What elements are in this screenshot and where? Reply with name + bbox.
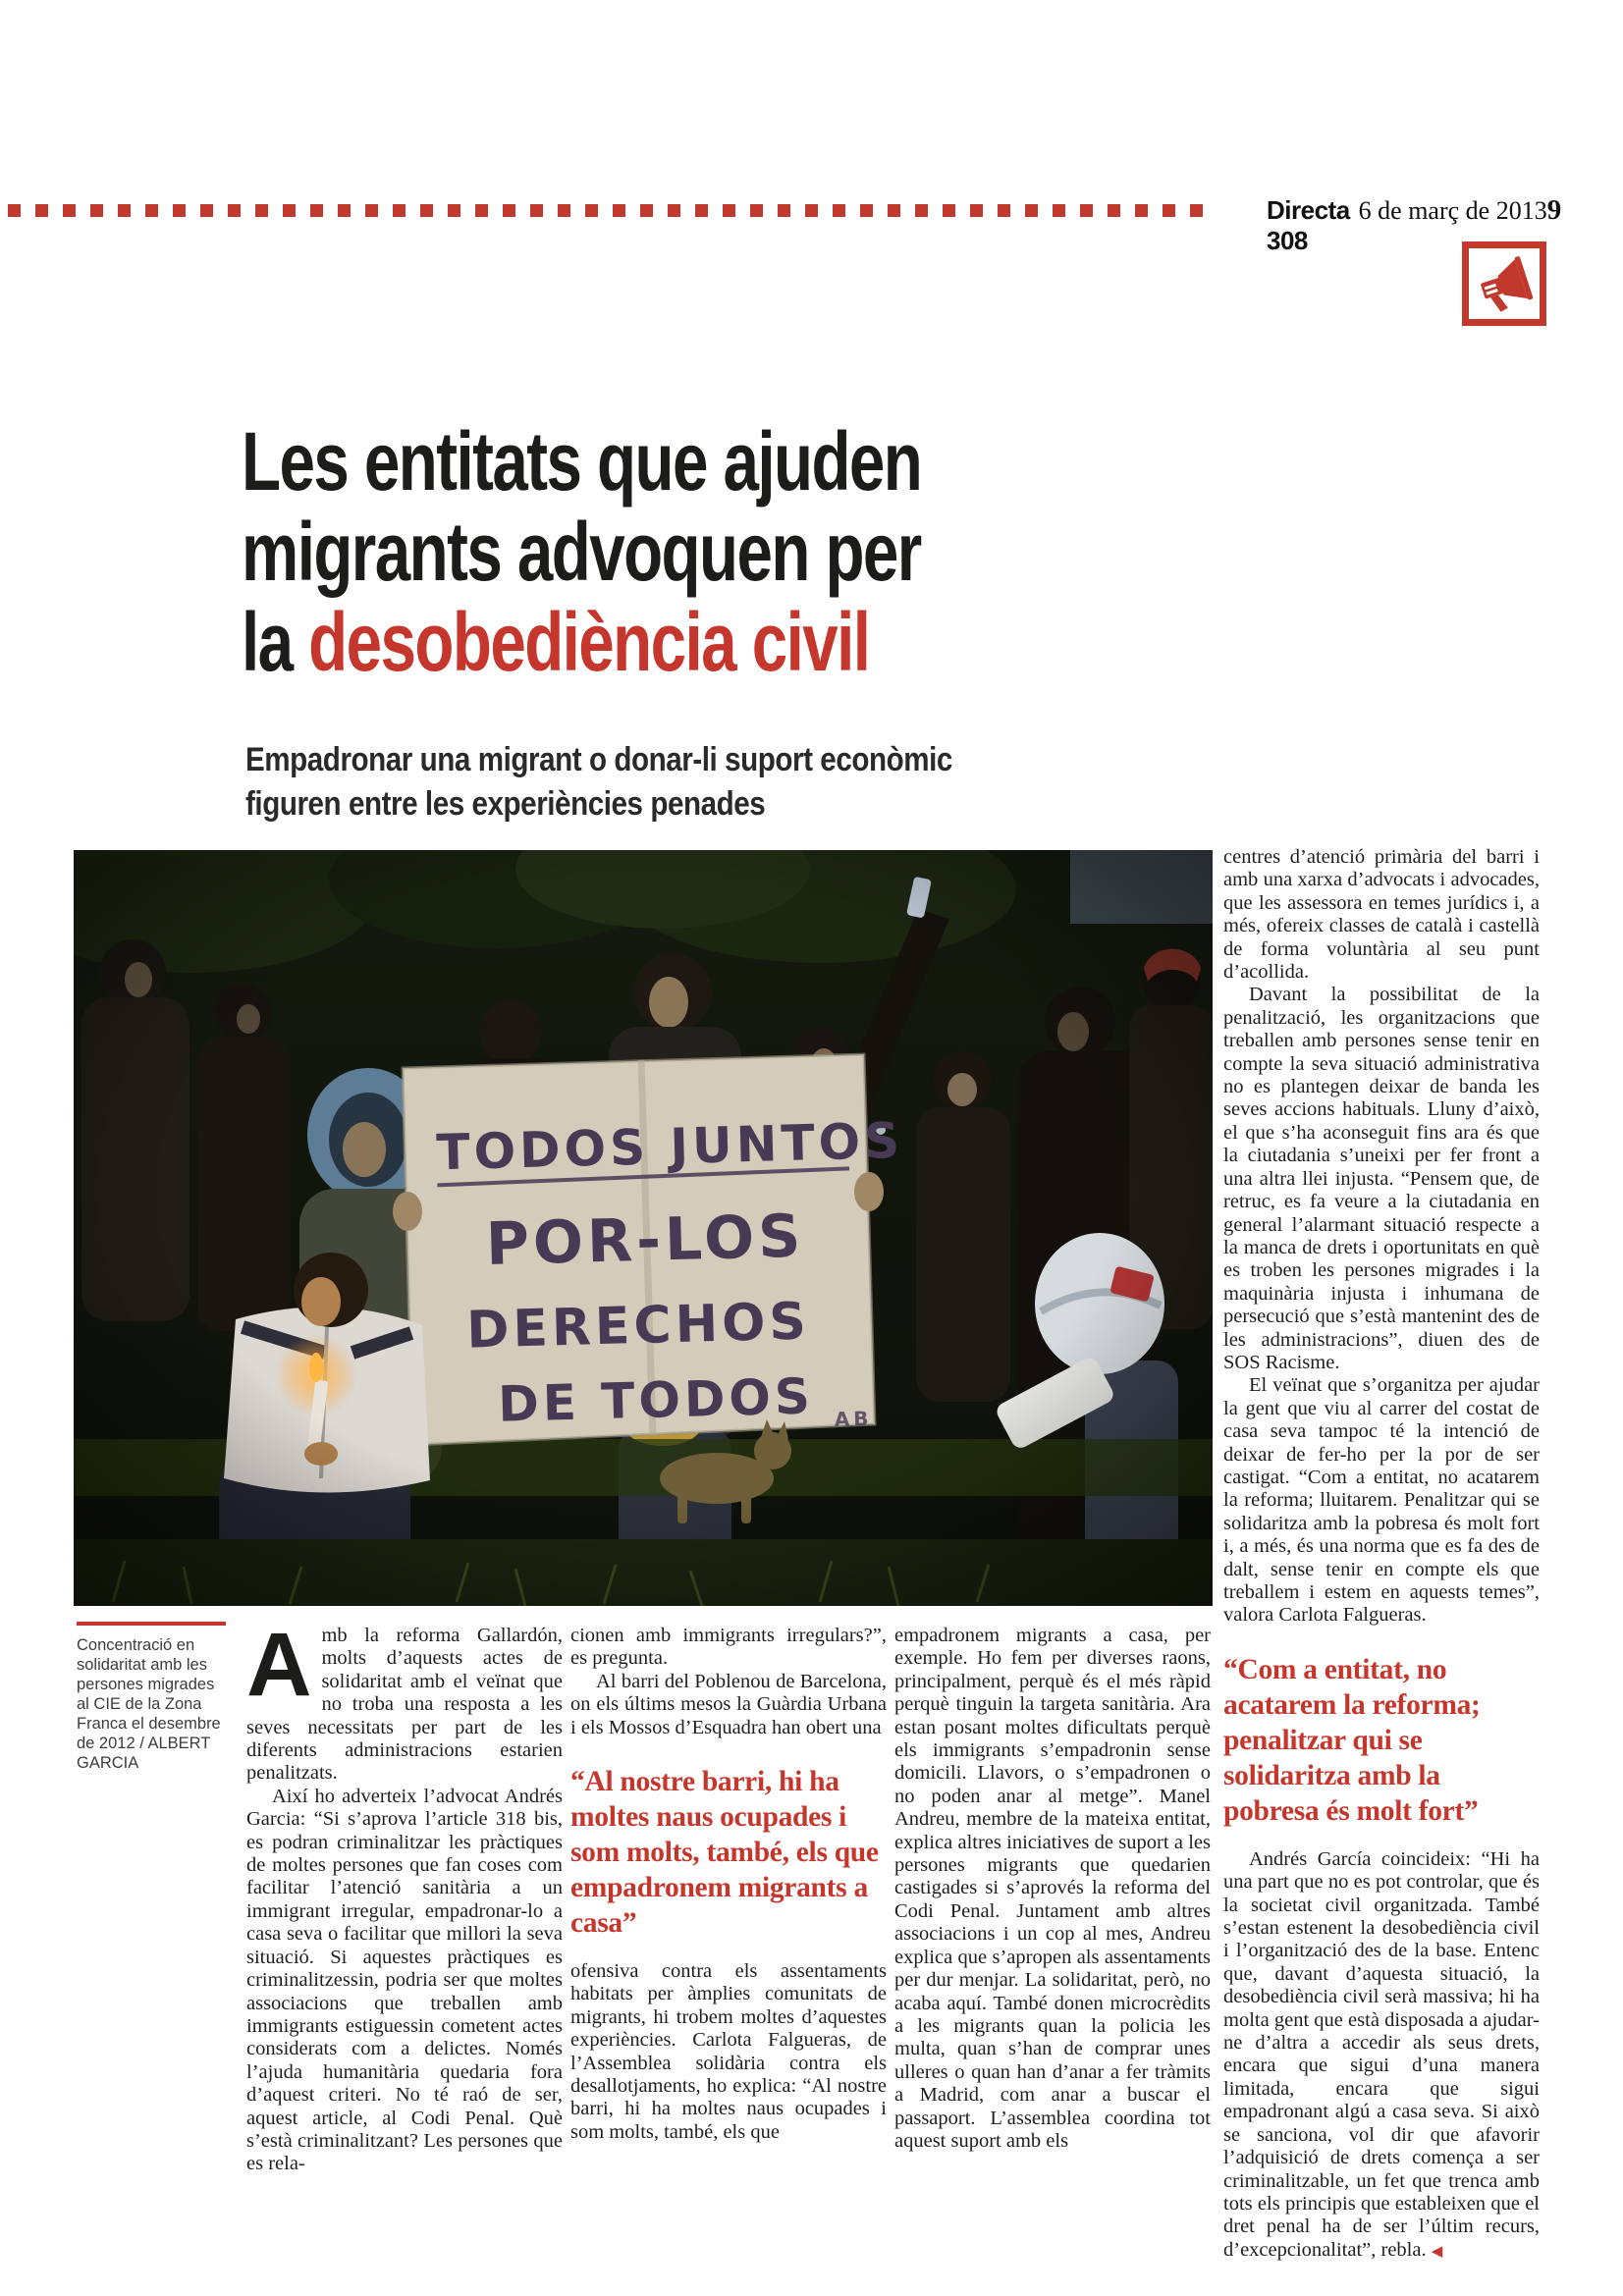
article-column-1 [246, 1615, 563, 2176]
headline-line-2: migrants advoquen per [242, 506, 921, 598]
publication-name: Directa 308 [1267, 195, 1350, 255]
headline [242, 416, 1253, 687]
article-end-mark: ◀ [1431, 2243, 1443, 2260]
megaphone-icon [1473, 250, 1536, 318]
paragraph: centres d’atenció primària del barri i amb una xarxa d’advocats i advocades, que les assessora en temes jurídics i, a més, ofereix classes de català i castellà de forma voluntària al seu punt d’acollida. [1223, 846, 1540, 984]
paragraph-text: Andrés García coincideix: “Hi ha una part que no es pot controlar, que és la societat civil organitzada. També s’estan estenent la desobediència civil i l’organització des de la base. Entenc que, davant d’aquesta situació, la desobediència civil serà massiva; hi ha molta gent que està disposada a ajudar-ne d’altra a accedir als seus drets, encara que sigui d’una manera limitada, encara que sigui empadronant algú a casa seva. Si això se sanciona, vol dir que afavorir l’adquisició de drets comença a ser criminalitzable, un fet que trenca amb tots els principis que estableixen que el dret penal ha de ser l’últim recurs, d’excepcionalitat”, rebla. [1223, 1847, 1540, 2261]
headline-line-3: la desobediència civil [242, 596, 870, 688]
paragraph: empadronem migrants a casa, per exemple. Ho fem per diverses raons, principalment, perquè és el més ràpid perquè tinguin la targeta sanitària. Ara estan posant moltes dificultats perquè els immigrants s’empadronin sense domicili. Llavors, o s’empadronen o no poden anar al metge”. Manel Andreu, membre de la mateixa entitat, explica altres iniciatives de suport a les persones migrants que quedarien castigades si s’aprovés la reforma del Codi Penal. Juntament amb altres associacions i un cop al mes, Andreu explica que s’apropen als assentaments per dur menjar. La solidaritat, però, no acaba aquí. També donen microcrèdits a les migrants quan la policia les multa, quan s’han de comprar unes ulleres o quan han d’anar a fer tràmits a Madrid, com anar a buscar el passaport. L’assemblea coordina tot aquest suport amb els [894, 1625, 1211, 2152]
pull-quote: “Com a entitat, no acatarem la reforma; penalitzar qui se solidaritza amb la pobresa és molt fort” [1223, 1653, 1481, 1827]
paragraph: El veïnat que s’organitza per ajudar la gent que viu al carrer del costat de casa seva tampoc té la intenció de deixar de fer-ho per la por de ser castigat. “Com a entitat, no acatarem la reforma; lluitarem. Penalitzar qui se solidaritza amb la pobresa és molt fort i, a més, és una norma que es fa des de dalt, sense tenir en compte els que treballem i estem en aquests temes”, valora Carlota Falgueras. [1223, 1374, 1540, 1627]
dotted-red-rule [8, 204, 1216, 217]
subhead-line-2: figuren entre les experiències penades [245, 785, 766, 823]
section-icon-box [1462, 241, 1546, 326]
paragraph: Al barri del Poblenou de Barcelona, on els últims mesos la Guàrdia Urbana i els Mossos d’Esquadra han obert una [570, 1670, 887, 1738]
subhead-line-1: Empadronar una migrant o donar-li suport econòmic [245, 741, 952, 778]
issue-date: 6 de març de 2013 [1358, 196, 1547, 225]
pull-quote: “Al nostre barri, hi ha moltes naus ocupades i som molts, també, els que empadronem migrants a casa” [570, 1766, 879, 1940]
protest-photo [74, 850, 1213, 1606]
article-column-2 [570, 1625, 887, 2144]
article-column-4 [1223, 846, 1540, 2264]
paragraph: Així ho adverteix l’advocat Andrés Garcia: “Si s’aprova l’article 318 bis, es podran criminalitzar les pràctiques de moltes persones que fan coses com facilitar l’atenció sanitària a un immigrant irregular, empadronar-lo a casa seva o facilitar que millori la seva situació. Si aquestes pràctiques es criminalitzessin, podria ser que moltes associacions que treballen amb immigrants estiguessin cometent actes considerats com a delictes. Només l’ajuda humanitària quedaria fora d’aquest criteri. No té raó de ser, aquest article, al Codi Penal. Què s’està criminalitzant? Les persones que es rela- [246, 1785, 563, 2175]
paragraph [246, 1615, 563, 1786]
headline-line-1: Les entitats que ajuden [242, 415, 922, 507]
paragraph [1223, 1848, 1540, 2264]
paragraph: ofensiva contra els assentaments habitats per àmplies comunitats de migrants, hi trobem moltes d’aquestes experiències. Carlota Falgueras, de l’Assemblea solidària contra els desallotjaments, ho explica: “Al nostre barri, hi ha moltes naus ocupades i som molts, també, els que [570, 1960, 887, 2143]
photo-vignette [74, 850, 1213, 1606]
paragraph: Davant la possibilitat de la penalització, les organitzacions que treballen amb persones sense tenir en compte la seva situació administrativa no es plantegen deixar de banda les seves accions habituals. Lluny d’això, el que s’ha aconseguit fins ara és que la ciutadania s’uneixi per fer front a una altra llei injusta. “Pensem que, de retruc, es fa veure a la ciutadania en general l’alarmant situació respecte a la manca de drets i oportunitats en què es troben les persones migrades i la maquinària injusta i inhumana de persecució que s’està mantenint des de les administracions”, diuen des de SOS Racisme. [1223, 984, 1540, 1373]
subhead [245, 738, 1014, 827]
headline-red-phrase: desobediència civil [308, 596, 870, 688]
page-number: 9 [1546, 194, 1562, 226]
photo-caption: Concentració en solidaritat amb les persones migrades al CIE de la Zona Franca el desembre de 2012 / ALBERT GARCIA [77, 1622, 226, 1773]
article-column-3 [894, 1625, 1211, 2153]
paragraph: cionen amb immigrants irregulars?”, es pregunta. [570, 1625, 887, 1670]
drop-cap: A [246, 1615, 312, 1715]
paragraph-text: mb la reforma Gallardón, molts d’aquests actes de solidaritat amb el veïnat que no troba una resposta a les seves necessitats per part de les diferents administracions estarien penalitzats. [246, 1625, 563, 1785]
